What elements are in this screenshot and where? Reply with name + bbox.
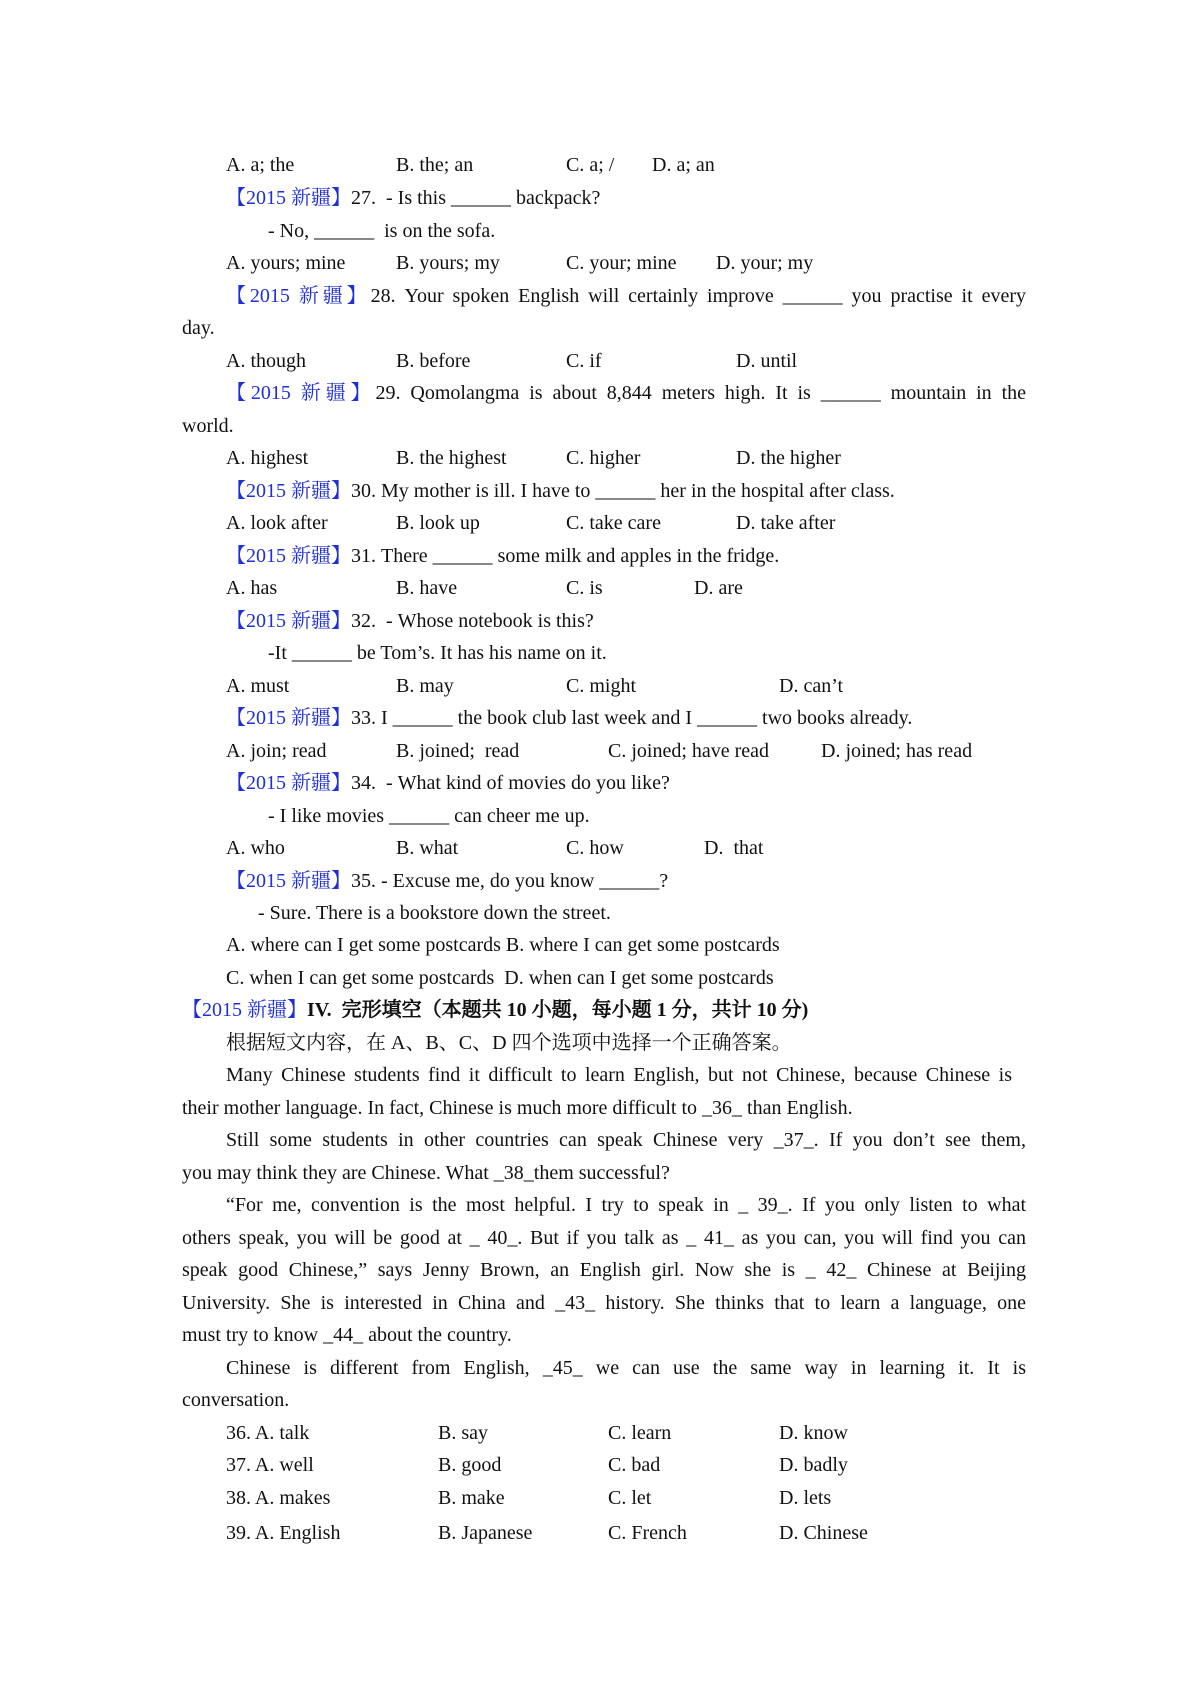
section-heading [182,998,808,1022]
passage-line: Many Chinese students find it difficult to learn English, but not Chinese, because Chinese is [226,1064,1012,1086]
option-a: A. a; the [226,154,295,176]
passage-line: Still some students in other countries can speak Chinese very _37_. If you don’t see them, [226,1129,1026,1151]
source-tag: 【2015 新疆】 [226,772,351,794]
section-title: IV. 完形填空（本题共 10 小题，每小题 1 分，共计 10 分) [307,999,809,1021]
option-a: A. though [226,350,306,372]
passage-line: you may think they are Chinese. What _38_them successful? [182,1162,670,1184]
option-b: B. joined; read [396,740,520,762]
source-tag: 【2015 新疆】 [226,480,351,502]
option-c: C. bad [608,1454,661,1476]
option-c: C. how [566,837,624,859]
option-b: B. Japanese [438,1522,533,1544]
option-d: D. know [779,1422,848,1444]
source-tag: 【2015 新疆】 [226,707,351,729]
question-29 [226,381,1026,405]
answer-row-39: 39. A. English [226,1522,341,1544]
question-stem: 30. My mother is ill. I have to ______ her in the hospital after class. [351,480,895,502]
option-d: D. badly [779,1454,848,1476]
option-b: B. may [396,675,454,697]
option-a: A. look after [226,512,328,534]
source-tag: 【2015 新疆】 [226,187,351,209]
option-a: A. yours; mine [226,252,346,274]
option-c: C. joined; have read [608,740,770,762]
option-b: B. yours; my [396,252,500,274]
question-line: - No, ______ is on the sofa. [268,220,496,242]
option-c: C. higher [566,447,641,469]
option-b: B. make [438,1487,505,1509]
option-a: A. must [226,675,290,697]
options-line: C. when I can get some postcards D. when can I get some postcards [226,967,774,989]
source-tag: 【2015 新疆】 [226,285,371,307]
passage-line: Chinese is different from English, _45_ we can use the same way in learning it. It is [226,1357,1026,1379]
option-b: B. what [396,837,459,859]
options-line: A. where can I get some postcards B. where I can get some postcards [226,934,780,956]
passage-line: University. She is interested in China and _43_ history. She thinks that to learn a language, one [182,1292,1026,1314]
question-line: - I like movies ______ can cheer me up. [268,805,590,827]
option-d: D. until [736,350,798,372]
section-instruction: 根据短文内容，在 A、B、C、D 四个选项中选择一个正确答案。 [226,1032,792,1054]
question-28 [226,284,1026,308]
question-33 [226,706,912,730]
question-27 [226,186,600,210]
question-34 [226,771,670,795]
option-a: A. join; read [226,740,327,762]
answer-row-36: 36. A. talk [226,1422,310,1444]
option-d: D. take after [736,512,836,534]
question-stem: 31. There ______ some milk and apples in the fridge. [351,545,780,567]
option-c: C. might [566,675,637,697]
option-c: C. take care [566,512,661,534]
question-31 [226,544,779,568]
source-tag: 【2015 新疆】 [226,610,351,632]
question-stem: 27. - Is this ______ backpack? [351,187,601,209]
option-d: D. a; an [652,154,715,176]
option-b: B. say [438,1422,488,1444]
source-tag: 【2015 新疆】 [182,999,307,1021]
option-b: B. have [396,577,458,599]
question-stem: 28. Your spoken English will certainly improve ______ you practise it every [370,285,1026,307]
option-d: D. are [694,577,743,599]
option-d: D. the higher [736,447,841,469]
question-stem: 32. - Whose notebook is this? [351,610,594,632]
passage-line: others speak, you will be good at _ 40_. But if you talk as _ 41_ as you can, you will find you can [182,1227,1026,1249]
question-line: -It ______ be Tom’s. It has his name on it. [268,642,607,664]
option-d: D. can’t [779,675,844,697]
question-continuation: world. [182,415,234,437]
option-c: C. is [566,577,603,599]
option-c: C. a; / [566,154,615,176]
option-b: B. before [396,350,471,372]
question-stem: 34. - What kind of movies do you like? [351,772,670,794]
question-30 [226,479,895,503]
option-b: B. look up [396,512,480,534]
question-stem: 33. I ______ the book club last week and I ______ two books already. [351,707,913,729]
question-35 [226,869,668,893]
option-d: D. lets [779,1487,832,1509]
option-c: C. if [566,350,602,372]
source-tag: 【2015 新疆】 [226,382,376,404]
passage-line: must try to know _44_ about the country. [182,1324,512,1346]
source-tag: 【2015 新疆】 [226,870,351,892]
question-continuation: day. [182,317,215,339]
option-b: B. good [438,1454,502,1476]
option-a: A. has [226,577,278,599]
question-32 [226,609,594,633]
question-line: - Sure. There is a bookstore down the street. [258,902,611,924]
option-b: B. the; an [396,154,474,176]
option-c: C. French [608,1522,687,1544]
option-a: A. who [226,837,285,859]
question-stem: 35. - Excuse me, do you know ______? [351,870,669,892]
option-c: C. your; mine [566,252,677,274]
option-d: D. that [704,837,764,859]
source-tag: 【2015 新疆】 [226,545,351,567]
option-c: C. let [608,1487,652,1509]
passage-line: their mother language. In fact, Chinese is much more difficult to _36_ than English. [182,1097,853,1119]
option-a: A. highest [226,447,309,469]
answer-row-37: 37. A. well [226,1454,314,1476]
question-stem: 29. Qomolangma is about 8,844 meters high. It is ______ mountain in the [375,382,1026,404]
passage-line: conversation. [182,1389,290,1411]
passage-line: speak good Chinese,” says Jenny Brown, an English girl. Now she is _ 42_ Chinese at Beijing [182,1259,1026,1281]
option-b: B. the highest [396,447,507,469]
option-d: D. Chinese [779,1522,868,1544]
option-d: D. joined; has read [821,740,973,762]
answer-row-38: 38. A. makes [226,1487,331,1509]
option-d: D. your; my [716,252,814,274]
option-c: C. learn [608,1422,672,1444]
passage-line: “For me, convention is the most helpful. I try to speak in _ 39_. If you only listen to what [226,1194,1026,1216]
